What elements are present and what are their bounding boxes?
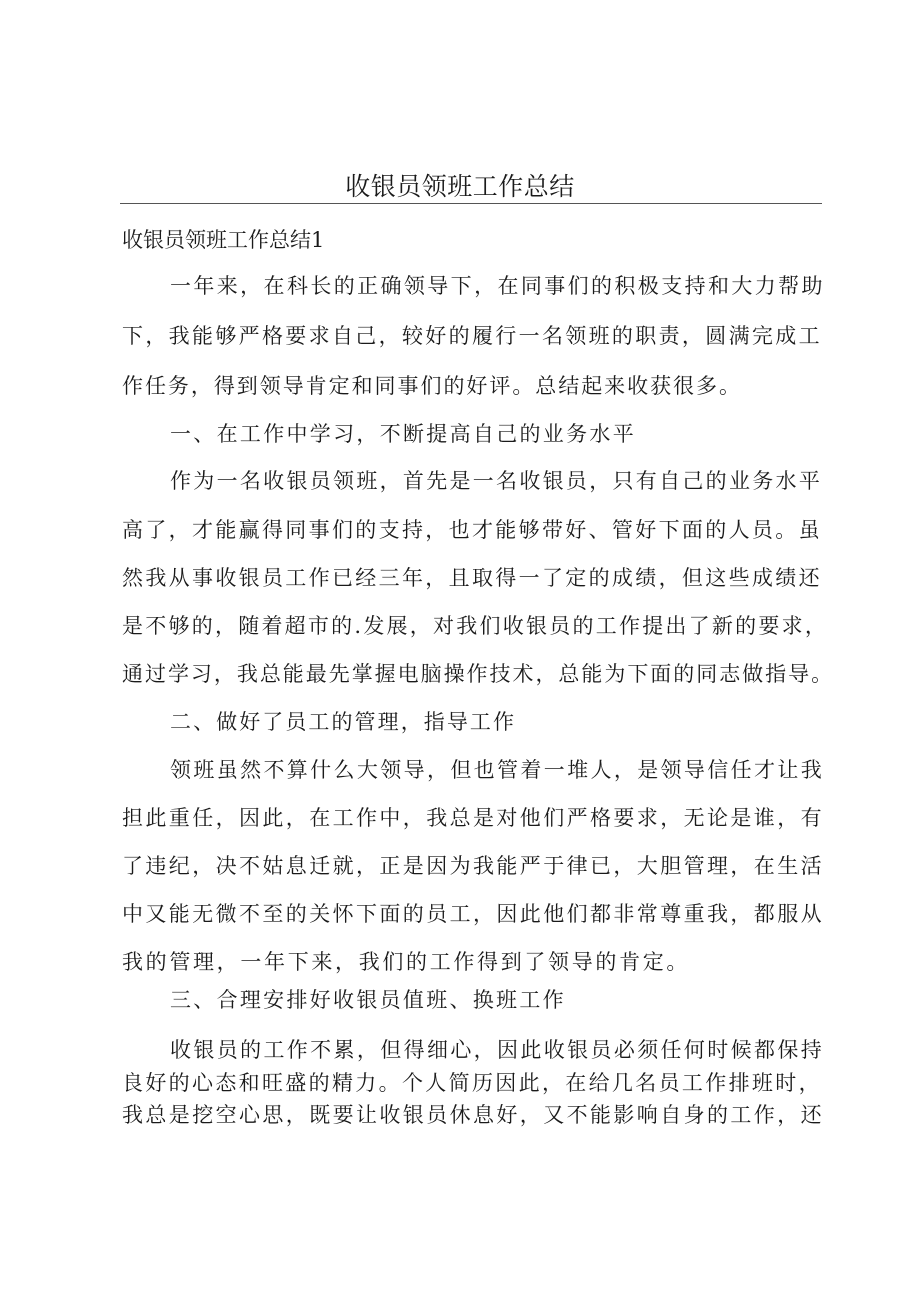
document-subtitle: 收银员领班工作总结1 xyxy=(122,228,325,252)
body-line: 然我从事收银员工作已经三年，且取得一了定的成绩，但这些成绩还 xyxy=(122,566,822,590)
body-line: 良好的心态和旺盛的精力。个人简历因此，在给几名员工作排班时， xyxy=(122,1071,822,1095)
body-line: 领班虽然不算什么大领导，但也管着一堆人，是领导信任才让我 xyxy=(170,758,825,782)
section-heading: 三、合理安排好收银员值班、换班工作 xyxy=(170,988,566,1012)
body-line: 收银员的工作不累，但得细心，因此收银员必须任何时候都保持 xyxy=(170,1038,825,1062)
section-heading: 二、做好了员工的管理，指导工作 xyxy=(170,710,517,734)
body-line: 中又能无微不至的关怀下面的员工，因此他们都非常尊重我，都服从 xyxy=(122,902,824,926)
body-line: 是不够的，随着超市的.发展，对我们收银员的工作提出了新的要求， xyxy=(122,614,829,638)
body-line: 我总是挖空心思，既要让收银员休息好，又不能影响自身的工作，还 xyxy=(122,1103,824,1127)
document-title: 收银员领班工作总结 xyxy=(345,172,575,201)
section-heading: 一、在工作中学习，不断提高自己的业务水平 xyxy=(170,422,636,446)
body-line: 我的管理，一年下来，我们的工作得到了领导的肯定。 xyxy=(122,950,691,974)
title-divider xyxy=(120,203,822,204)
body-line: 作为一名收银员领班，首先是一名收银员，只有自己的业务水平 xyxy=(170,469,823,493)
body-line: 通过学习，我总能最先掌握电脑操作技术，总能为下面的同志做指导。 xyxy=(122,662,835,686)
body-line: 下，我能够严格要求自己，较好的履行一名领班的职责，圆满完成工 xyxy=(122,324,822,348)
body-line: 高了，才能赢得同事们的支持，也才能够带好、管好下面的人员。虽 xyxy=(122,518,822,542)
body-line: 一年来，在科长的正确领导下，在同事们的积极支持和大力帮助 xyxy=(170,274,825,298)
body-line: 担此重任，因此，在工作中，我总是对他们严格要求，无论是谁，有 xyxy=(122,806,824,830)
body-line: 作任务，得到领导肯定和同事们的好评。总结起来收获很多。 xyxy=(122,374,742,398)
body-line: 了违纪，决不姑息迁就，正是因为我能严于律已，大胆管理，在生活 xyxy=(122,854,824,878)
